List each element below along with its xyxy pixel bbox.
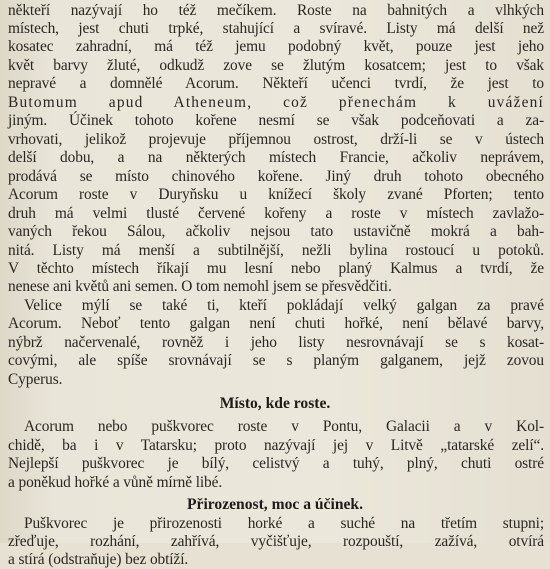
text-line: Nejlepší puškvorec je bílý, celistvý a tuhý, plný, chuti ostré — [8, 455, 544, 472]
text-line: a stírá (odstraňuje) bez obtíží. — [8, 551, 189, 568]
text-line: prodává se místo chinového kořene. Jiný druh tohoto obecného — [8, 168, 544, 185]
text-line: Acorum. Neboť tento galgan není chuti hořké, není bělavé barvy, — [8, 315, 544, 332]
text-line: delší dobu, a na některých místech Francie, ačkoliv neprávem, — [8, 149, 544, 166]
text-line: nitá. Listy má menší a subtilnější, nežli bylina rostoucí u potoků. — [8, 242, 544, 259]
text-line: V těchto místech říkají mu lesní nebo planý Kalmus a tvrdí, že — [8, 260, 544, 277]
text-line: někteří nazývají ho též mečíkem. Roste na bahnitých a vlhkých — [8, 2, 544, 19]
text-line: květ barvy žluté, odkudž zove se žlutým kosatcem; jest to však — [8, 57, 544, 74]
text-line: zřeďuje, rozhání, zahřívá, vyčišťuje, rozpouští, zažívá, otvírá — [8, 533, 544, 550]
text-line: vaných řekou Sálou, ačkoliv nejsou tato ustavičně mokrá a bah- — [8, 223, 544, 240]
text-line: kosatec zahradní, má též jemu podobný květ, pouze jest jeho — [8, 38, 544, 55]
text-line: nýbrž načervenalé, rovněž i jeho listy nesrovnávají se s kosat- — [8, 334, 544, 351]
text-line: a poněkud hořké a vůně mírně libé. — [8, 474, 223, 491]
text-line: místech, jest chuti trpké, stahující a svíravé. Listy má delší než — [8, 20, 544, 37]
text-line: Puškvorec je přirozenosti horké a suché na třetím stupni; — [24, 515, 544, 532]
section-heading: Místo, kde roste. — [219, 395, 331, 412]
text-line: Velice mýlí se také ti, kteří pokládají velký galgan za pravé — [24, 297, 544, 314]
text-line: jiným. Účinek tohoto kořene nesmí se však podceňovati a za- — [8, 112, 544, 129]
text-line: Acorum roste v Duryňsku u knížecí školy zvané Pforten; tento — [8, 186, 544, 203]
text-line: druh má velmi tlusté červené kořeny a roste v místech zavlažo- — [8, 205, 544, 222]
text-line: covými, ale spíše srovnávají se s planým galganem, jejž zovou — [8, 352, 544, 369]
text-line: Butomum apud Atheneum, což přenechám k uvážení — [8, 94, 544, 111]
text-line: nepravé a domnělé Acorum. Někteří učenci tvrdí, že jest to — [8, 75, 544, 92]
text-line: Cyperus. — [8, 371, 63, 388]
text-line: chidě, ba i v Tatarsku; proto nazývají jej v Litvě „tatarské zelí“. — [8, 437, 544, 454]
text-line: Acorum nebo puškvorec roste v Pontu, Galacii a v Kol- — [24, 418, 544, 435]
text-line: nenese ani květů ani semen. O tom nemohl jsem se přesvědčiti. — [8, 278, 392, 295]
text-line: vrhovati, jelikož projevuje příjemnou ostrost, drží-li se v ústech — [8, 131, 544, 148]
section-heading: Přirozenost, moc a účinek. — [187, 496, 363, 513]
